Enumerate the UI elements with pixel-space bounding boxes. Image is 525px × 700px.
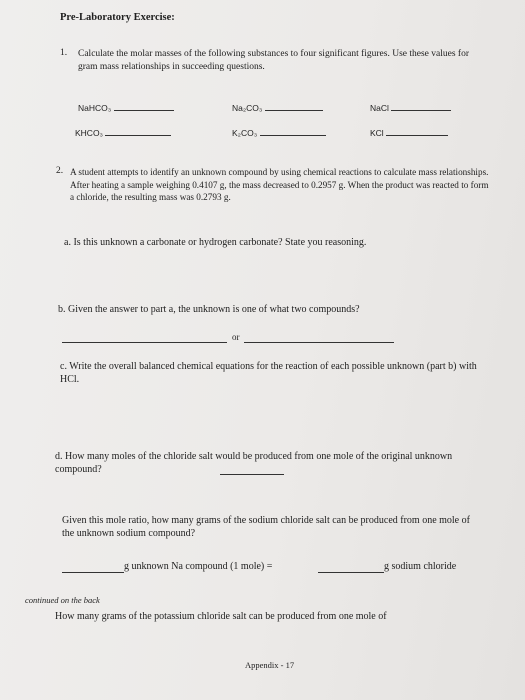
compound-nacl [370, 101, 451, 113]
molar-mass-blank[interactable] [260, 126, 326, 136]
unknown-mass-blank[interactable] [62, 572, 124, 573]
q2-number: 2. [56, 166, 64, 176]
q2-part-a: a. Is this unknown a carbonate or hydrogen carbonate? State you reasoning. [64, 237, 367, 248]
compound-na2co3 [232, 101, 323, 113]
equation-right: g sodium chloride [384, 561, 457, 572]
page-title: Pre-Laboratory Exercise: [60, 12, 175, 23]
q1-text: Calculate the molar masses of the following substances to four significant figures. Use these values for gram mass relationships in succeeding questions. [78, 49, 469, 72]
q2-part-d: d. How many moles of the chloride salt would be produced from one mole of the original unknown compound? [55, 451, 453, 475]
answer-blank-2[interactable] [244, 342, 394, 343]
compound-khco3 [75, 126, 171, 138]
compound-label: KHCO₃ [75, 128, 104, 138]
continued-note: continued on the back [25, 595, 100, 605]
nacl-mass-blank[interactable] [318, 572, 384, 573]
molar-mass-blank[interactable] [265, 101, 323, 111]
q2-part-c: c. Write the overall balanced chemical equations for the reaction of each possible unknown (part b) with HCl. [60, 361, 477, 385]
molar-mass-blank[interactable] [391, 101, 451, 111]
compound-nahco3 [78, 101, 174, 113]
q2-part-b: b. Given the answer to part a, the unknown is one of what two compounds? [58, 304, 360, 315]
compound-label: K₂CO₃ [232, 128, 258, 138]
compound-kcl [370, 126, 448, 138]
molar-mass-blank[interactable] [105, 126, 171, 136]
molar-mass-blank[interactable] [386, 126, 448, 136]
compound-label: Na₂CO₃ [232, 103, 263, 113]
given-ratio-text: Given this mole ratio, how many grams of the sodium chloride salt can be produced from one mole of the unknown sodium compound? [62, 515, 470, 539]
equation-left: g unknown Na compound (1 mole) = [124, 561, 273, 572]
or-label: or [232, 332, 240, 342]
molar-mass-blank[interactable] [114, 101, 174, 111]
q2-text: A student attempts to identify an unknown compound by using chemical reactions to calculate mass relationships. After heating a sample weighing 0.4107 g, the mass decreased to 0.2957 g. When the product was reacted to form a chloride, the resulting mass was 0.2793 g. [70, 167, 489, 203]
mole-ratio-blank[interactable] [220, 474, 284, 475]
last-question: How many grams of the potassium chloride salt can be produced from one mole of [55, 611, 387, 622]
compound-label: NaHCO₃ [78, 103, 112, 113]
compound-label: KCl [370, 128, 384, 138]
compound-k2co3 [232, 126, 326, 138]
compound-label: NaCl [370, 103, 389, 113]
answer-blank-1[interactable] [62, 342, 227, 343]
q1-number: 1. [60, 48, 68, 58]
page-footer: Appendix - 17 [245, 660, 295, 670]
